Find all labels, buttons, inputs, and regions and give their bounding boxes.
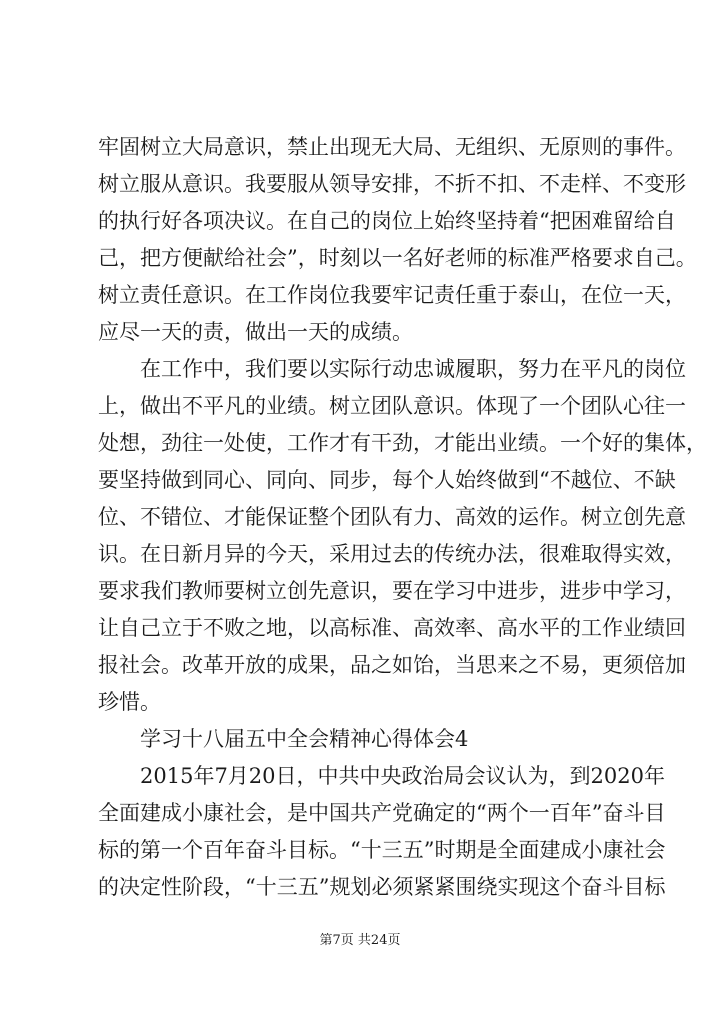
text-line: 位、不错位、才能保证整个团队有力、高效的运作。树立创先意 [98, 505, 686, 529]
text-line: 处想，劲往一处使，工作才有干劲，才能出业绩。一个好的集体， [98, 431, 707, 455]
text-line: 全面建成小康社会，是中国共产党确定的“两个一百年”奋斗目 [98, 801, 666, 825]
text-line: 识。在日新月异的今天，采用过去的传统办法，很难取得实效， [98, 542, 686, 566]
text-line: 己，把方便献给社会”，时刻以一名好老师的标准严格要求自己。 [98, 246, 697, 270]
page-number-footer: 第7页 共24页 [319, 933, 401, 948]
text-line: 应尽一天的责，做出一天的成绩。 [98, 320, 413, 344]
section-heading: 学习十八届五中全会精神心得体会4 [140, 727, 469, 751]
text-line: 的执行好各项决议。在自己的岗位上始终坚持着“把困难留给自 [98, 209, 676, 233]
text-line: 报社会。改革开放的成果，品之如饴，当思来之不易，更须倍加 [98, 653, 686, 677]
paragraph-first-line: 2015年7月20日，中共中央政治局会议认为，到2020年 [140, 764, 665, 788]
text-line: 要坚持做到同心、同向、同步，每个人始终做到“不越位、不缺 [98, 468, 676, 492]
paragraph-first-line: 在工作中，我们要以实际行动忠诚履职，努力在平凡的岗位 [140, 357, 686, 381]
text-line: 上，做出不平凡的业绩。树立团队意识。体现了一个团队心往一 [98, 394, 686, 418]
text-line: 牢固树立大局意识，禁止出现无大局、无组织、无原则的事件。 [98, 135, 686, 159]
text-line: 树立服从意识。我要服从领导安排，不折不扣、不走样、不变形 [98, 172, 686, 196]
text-line: 树立责任意识。在工作岗位我要牢记责任重于泰山，在位一天， [98, 283, 686, 307]
text-line: 珍惜。 [98, 690, 161, 714]
text-line: 标的第一个百年奋斗目标。“十三五”时期是全面建成小康社会 [98, 838, 666, 862]
text-line: 要求我们教师要树立创先意识，要在学习中进步，进步中学习， [98, 579, 686, 603]
text-line: 的决定性阶段，“十三五”规划必须紧紧围绕实现这个奋斗目标 [98, 875, 666, 899]
text-line: 让自己立于不败之地，以高标准、高效率、高水平的工作业绩回 [98, 616, 686, 640]
